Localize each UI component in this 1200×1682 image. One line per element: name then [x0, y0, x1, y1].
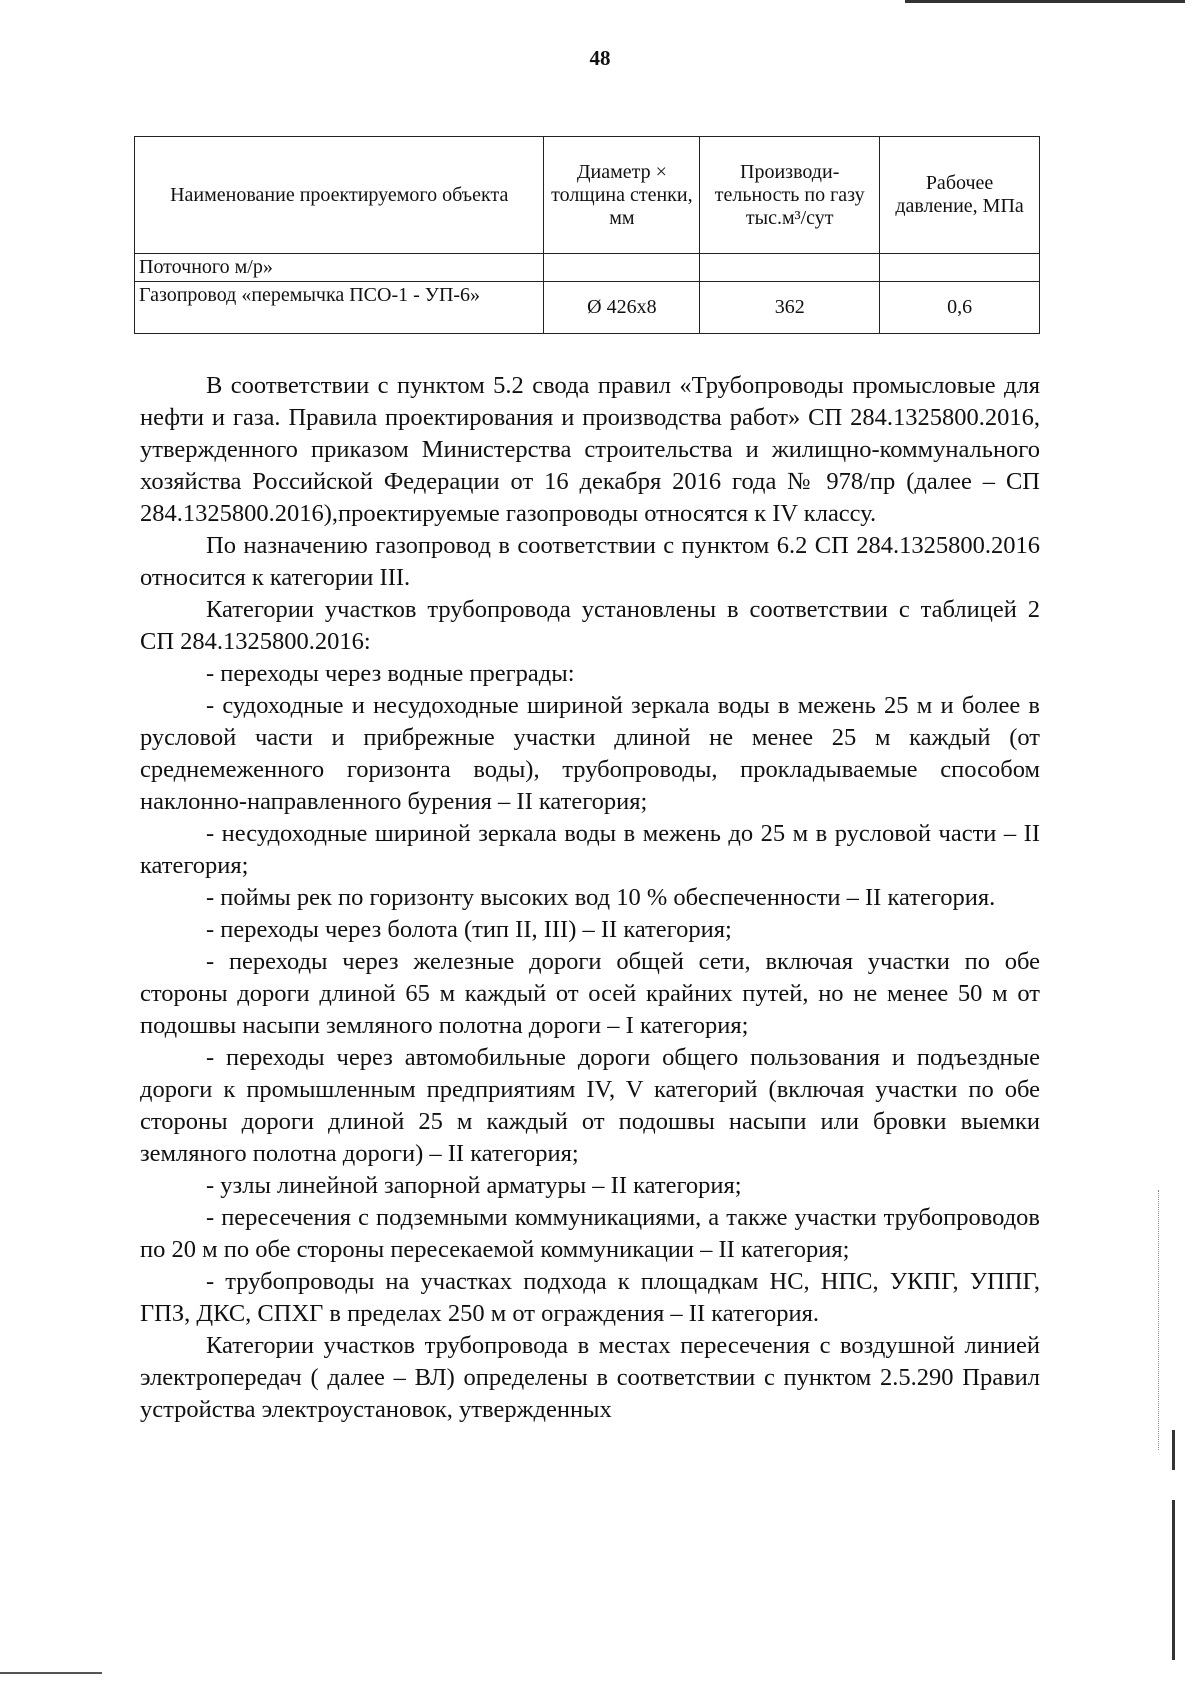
paragraph-pipeline-class: В соответствии с пунктом 5.2 свода правил «Трубопроводы промысловые для нефти и газа. Правила проектирования и производства работ» СП 284.1325800.2016, утвержденного приказом Министерства строительства и жилищно-коммунального хозяйства Российской Федерации от 16 декабря 2016 года № 978/пр (далее – СП 284.1325800.2016),проектируемые газопроводы относятся к IV классу.	[140, 372, 1040, 527]
table-header-row	[135, 137, 1040, 254]
table-row	[135, 254, 1040, 282]
cell-capacity: 362	[700, 282, 880, 334]
paragraph-power-line: Категории участков трубопровода в местах пересечения с воздушной линией электропередач ( далее – ВЛ) определены в соответствии с пунктом 2.5.290 Правил устройства электроустановок, утвержденных	[140, 1332, 1040, 1423]
list-item: - переходы через водные преграды:	[206, 660, 575, 687]
top-scan-rule	[905, 0, 1185, 3]
cell-diameter	[544, 254, 700, 282]
cell-object-name: Поточного м/р»	[135, 254, 544, 282]
cell-capacity	[700, 254, 880, 282]
table-row	[135, 282, 1040, 334]
list-item: - узлы линейной запорной арматуры – II категория;	[206, 1172, 742, 1199]
header-diameter: Диаметр × толщина стенки, мм	[544, 137, 700, 254]
list-item: - несудоходные шириной зеркала воды в межень до 25 м в русловой части – II категория;	[140, 820, 1040, 879]
bottom-scan-rule	[0, 1672, 102, 1674]
list-item: - трубопроводы на участках подхода к площадкам НС, НПС, УКПГ, УППГ, ГПЗ, ДКС, СПХГ в пределах 250 м от ограждения – II категория.	[140, 1268, 1040, 1327]
list-item: - переходы через болота (тип II, III) – II категория;	[206, 916, 732, 943]
pipeline-spec-table	[134, 136, 1040, 334]
list-item: - переходы через железные дороги общей сети, включая участки по обе стороны дороги длиной 65 м каждый от осей крайних путей, но не менее 50 м от подошвы насыпи земляного полотна дороги – I категория;	[140, 948, 1040, 1039]
list-item: - поймы рек по горизонту высоких вод 10 % обеспеченности – II категория.	[206, 884, 996, 911]
list-item: - пересечения с подземными коммуникациями, а также участки трубопроводов по 20 м по обе стороны пересекаемой коммуникации – II категория;	[140, 1204, 1040, 1263]
list-item: - переходы через автомобильные дороги общего пользования и подъездные дороги к промышленным предприятиям IV, V категорий (включая участки по обе стороны дороги длиной 25 м каждый от подошвы насыпи или бровки выемки земляного полотна дороги) – II категория;	[140, 1044, 1040, 1167]
cell-diameter: Ø 426х8	[544, 282, 700, 334]
list-item: - судоходные и несудоходные шириной зеркала воды в межень 25 м и более в русловой части и прибрежные участки длиной не менее 25 м каждый (от среднемеженного горизонта воды), трубопроводы, прокладываемые способом наклонно-направленного бурения – II категория;	[140, 692, 1040, 815]
body-text	[140, 370, 1040, 1426]
margin-scan-mark	[1172, 1500, 1175, 1660]
header-pressure: Рабочее давление, МПа	[880, 137, 1040, 254]
margin-scan-mark	[1172, 1430, 1175, 1470]
page-number: 48	[589, 46, 611, 70]
margin-scan-dots	[1158, 1190, 1160, 1450]
cell-pressure: 0,6	[880, 282, 1040, 334]
paragraph-category: По назначению газопровод в соответствии с пунктом 6.2 СП 284.1325800.2016 относится к категории III.	[140, 532, 1040, 591]
header-object-name: Наименование проектируемого объекта	[135, 137, 544, 254]
cell-pressure	[880, 254, 1040, 282]
cell-object-name: Газопровод «перемычка ПСО-1 - УП-6»	[135, 282, 544, 334]
header-capacity: Производи-тельность по газу тыс.м³/сут	[700, 137, 880, 254]
paragraph-sections-intro: Категории участков трубопровода установлены в соответствии с таблицей 2 СП 284.1325800.2016:	[140, 596, 1040, 655]
